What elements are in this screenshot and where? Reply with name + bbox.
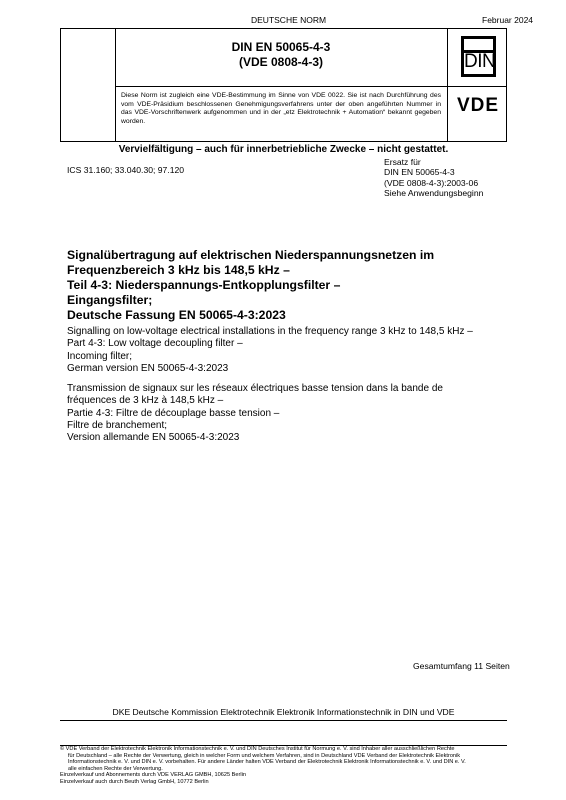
vde-number: (VDE 0808-4-3) (238, 55, 324, 69)
dke-line: DKE Deutsche Kommission Elektrotechnik Elektronik Informationstechnik in DIN und VDE (112, 707, 455, 717)
footer-line: © VDE Verband der Elektrotechnik Elektronik Informationstechnik e. V. und DIN Deutsches Institut für Normung e. V. sind Inhaber aller ausschließlichen Rechte (60, 746, 455, 752)
title-de-line: Frequenzbereich 3 kHz bis 148,5 kHz – (67, 263, 290, 277)
dke-rule (60, 720, 507, 721)
document-type: DEUTSCHE NORM (251, 15, 327, 25)
vde-notice: Diese Norm ist zugleich eine VDE-Bestimmung im Sinne von VDE 0022. Sie ist nach Durchführung des vom VDE-Präsidium beschlossenen Genehmigungsverfahrens unter der oben angeführten Nummer in das VDE-Vorschriftenwerk aufgenommen und in der „etz Elektrotechnik + Automation“ bekannt gegeben worden. (121, 92, 441, 126)
replaced-standard: DIN EN 50065-4-3 (384, 167, 455, 178)
application-note: Siehe Anwendungsbeginn (384, 187, 484, 198)
footer-line: Einzelverkauf auch durch Beuth Verlag GmbH, 10772 Berlin (60, 778, 209, 785)
footer-line: alle einfachen Rechte der Verwertung. (68, 765, 163, 772)
replacement-label: Ersatz für (384, 157, 421, 167)
title-en-line: Part 4-3: Low voltage decoupling filter – (67, 338, 243, 350)
header-divider-right (447, 28, 448, 142)
issue-date: Februar 2024 (482, 15, 534, 25)
footer-line: für Deutschland – alle Rechte der Verwertung, gleich in welcher Form und welchem Verfahren, sind in Deutschland VDE Verband der Elektrotechnik Elektronik (68, 752, 461, 759)
title-de-line: Eingangsfilter; (67, 293, 153, 307)
title-german (67, 248, 527, 323)
replacement-block (384, 157, 534, 198)
vde-logo: VDE (456, 95, 500, 116)
title-english (67, 326, 537, 375)
din-logo (461, 36, 496, 77)
header-divider-middle (115, 86, 507, 87)
footer-line: Einzelverkauf und Abonnements durch VDE VERLAG GMBH, 10625 Berlin (60, 772, 246, 778)
title-fr-line: Version allemande EN 50065-4-3:2023 (67, 432, 240, 444)
title-en-line: Signalling on low-voltage electrical installations in the frequency range 3 kHz to 148,5 kHz – (67, 326, 473, 337)
copyright-footer (60, 746, 540, 785)
reproduction-note: Vervielfältigung – auch für innerbetriebliche Zwecke – nicht gestattet. (118, 144, 449, 155)
ics-codes: ICS 31.160; 33.040.30; 97.120 (67, 165, 185, 175)
title-fr-line: fréquences de 3 kHz à 148,5 kHz – (67, 395, 224, 407)
title-french (67, 383, 537, 444)
title-en-line: German version EN 50065-4-3:2023 (67, 362, 229, 374)
replaced-vde: (VDE 0808-4-3):2003-06 (384, 177, 479, 188)
footer-line: Informationstechnik e. V. und DIN e. V. vorbehalten. Für andere Länder halten VDE Verband der Elektrotechnik Elektronik Informationstechnik e. V. und DIN e. V. (68, 759, 466, 765)
title-en-line: Incoming filter; (67, 350, 133, 362)
title-de-line: Deutsche Fassung EN 50065-4-3:2023 (67, 308, 286, 322)
total-pages: Gesamtumfang 11 Seiten (413, 661, 510, 671)
title-de-line: Signalübertragung auf elektrischen Niederspannungsnetzen im (67, 248, 435, 262)
title-fr-line: Filtre de branchement; (67, 419, 168, 431)
din-logo-text: DIN (464, 51, 496, 72)
title-fr-line: Transmission de signaux sur les réseaux électriques basse tension dans la bande de (67, 383, 443, 394)
title-fr-line: Partie 4-3: Filtre de découplage basse tension – (67, 407, 280, 419)
standard-number: DIN EN 50065-4-3 (231, 40, 331, 54)
title-de-line: Teil 4-3: Niederspannungs-Entkopplungsfilter – (67, 278, 341, 292)
